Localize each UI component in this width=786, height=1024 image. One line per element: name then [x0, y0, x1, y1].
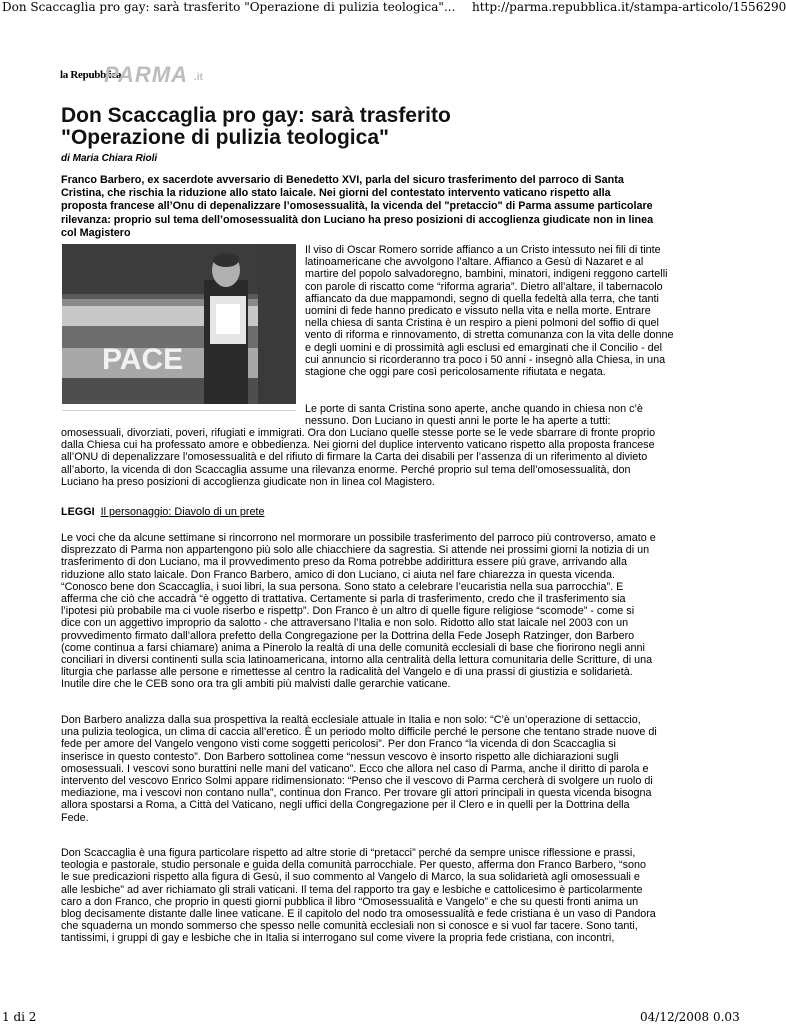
lead-line: Franco Barbero, ex sacerdote avversario di Benedetto XVI, parla del sicuro trasferimento del parroco di Santa	[61, 174, 624, 186]
text-line: intervento del vescovo Enrico Solmi appare ridimensionato: “Penso che il vescovo di Parma cercherà di svolgere un ruolo di	[61, 774, 653, 787]
logo-suffix: .it	[194, 72, 203, 83]
text-line: dice con un aggettivo improprio da salotto - che attraversano l’Italia e non solo. Ridotto allo stat laicale nel 2003 con un	[61, 617, 629, 630]
text-line: Le porte di santa Cristina sono aperte, anche quando in chiesa non c’è	[305, 403, 643, 415]
side-paragraph	[305, 244, 682, 378]
text-line: disprezzato di Parma non appartengono più solo alle chiacchiere da sagrestia. Si attende nei prossimi giorni la notizia di un	[61, 544, 650, 557]
text-line: tantissimi, i gruppi di gay e lesbiche che in Italia si interrogano sul come vivere la propria fede cristiana, con incontri,	[61, 932, 615, 945]
text-line: dalla Chiesa cui ha professato amore e obbedienza. Nei giorni del duplice intervento vaticano rispetto alla proposta francese	[61, 439, 655, 452]
print-header-title: Don Scaccaglia pro gay: sarà trasferito "Operazione di pulizia teologica"...	[2, 0, 456, 14]
text-line: martire del popolo salvadoregno, bambini, minatori, indigeni reggono cartelli	[305, 268, 668, 281]
text-line: teologia e pastorale, studio personale e guida della comunità parrocchiale. Per questo, afferma don Franco Barbero, “sono	[61, 859, 646, 872]
text-line: omosessuali. I vescovi sono burattini nelle mani del vaticano”. Ecco che allora nel caso di Parma, anche il diritto di parola e	[61, 762, 649, 775]
text-line: stagione che oggi pare così pericolosamente rifiutata e negata.	[305, 365, 606, 378]
text-line: cui annuncio si ricorderanno tra poco i 50 anni - insegnò alla Chiesa, in una	[305, 353, 666, 366]
text-line: Fede.	[61, 811, 89, 824]
paragraph-5	[61, 847, 681, 945]
text-line: una pulizia teologica, un clima di caccia all’eretico. È un periodo molto difficile perché le persone che tentano strade nuove di	[61, 726, 657, 739]
text-line: alle lesbiche” ad aver richiamato gli strali vaticani. Il tema del rapporto tra gay e lesbiche e cattolicesimo è particolarmente	[61, 883, 643, 896]
text-line: Le voci che da alcune settimane si rincorrono nel mormorare un possibile trasferimento del parroco più controverso, amato e	[61, 532, 656, 544]
text-line: nessuno. Don Luciano in questi anni le porte le ha aperte a tutti:	[305, 415, 611, 428]
text-line: nella chiesa di santa Cristina è un respiro a pieni polmoni del soffio di quel	[305, 317, 659, 330]
logo-parma: PARMA	[104, 62, 189, 87]
text-line: Don Barbero analizza dalla sua prospettiva la realtà ecclesiale attuale in Italia e non solo: “C’è un’operazione di settaccio,	[61, 714, 641, 726]
related-article-link[interactable]: Il personaggio: Diavolo di un prete	[100, 506, 265, 518]
lead-line: col Magistero	[61, 226, 131, 239]
article-photo	[62, 244, 296, 404]
photo-sign-text: PACE	[102, 343, 184, 376]
text-line: conciliari in diversi continenti sulla scia latinoamericana, intorno alla centralità della lettura comunitaria delle Scritture, di una	[61, 653, 653, 666]
text-line: latinoamericane che avvolgono l’altare. Affianco a Gesù di Nazaret e al	[305, 256, 644, 269]
lead-line: rilevanza: proprio sul tema dell’omosessualità don Luciano ha preso posizioni di accoglienza giudicate non in linea	[61, 213, 654, 226]
text-line: afferma che ciò che accadrà “è oggetto di trattativa. Certamente si parla di trasferimento, credo che il trasferimento sia	[61, 592, 626, 605]
article-title	[61, 105, 701, 149]
paragraph-2-start	[305, 403, 682, 427]
text-line: l’ipotesi più probabile ma ci vuole riserbo e rispettp”. Don Franco è un altro di quelle figure religiose “scomode” - come si	[61, 605, 635, 618]
text-line: provvedimento firmato dall’allora prefetto della Congregazione per la Dottrina della Fede Joseph Ratzinger, don Barbero	[61, 629, 635, 642]
title-line: Don Scaccaglia pro gay: sarà trasferito	[61, 104, 451, 127]
text-line: all’ONU di depenalizzare l’omosessualità e del rifiuto di firmare la Carta dei disabili per l’assenza di un riferimento al divieto	[61, 451, 648, 464]
text-line: riduzione allo stato laicale. Don Franco Barbero, amico di don Luciano, ci aiuta nel fare chiarezza in questa vicenda.	[61, 568, 615, 581]
text-line: Inutile dire che le CEB sono ora tra gli ambiti più malvisti dalle gerarchie vaticane.	[61, 678, 451, 691]
related-link-row	[61, 506, 264, 518]
photo-divider	[62, 404, 296, 411]
text-line: Il viso di Oscar Romero sorride affianco a un Cristo intessuto nei fili di tinte	[305, 244, 661, 256]
article-byline: di Maria Chiara Rioli	[61, 153, 158, 164]
text-line: fede per amore del Vangelo vengono visti come soggetti pericolosi”. Per don Franco “la vicenda di don Scaccaglia si	[61, 738, 616, 751]
title-line: "Operazione di pulizia teologica"	[61, 126, 389, 149]
text-line: liturgia che parlasse alle persone e rimettesse al centro la radicalità del Vangelo e di una prassi di giustizia e solidarietà.	[61, 666, 633, 679]
paragraph-4	[61, 714, 681, 824]
text-line: inserisce in questo contesto”. Don Barbero sottolinea come “nessun vescovo è insorto rispetto alle dichiarazioni sugli	[61, 750, 619, 763]
logo-repubblica: la Repubblica	[60, 69, 122, 81]
text-line: uomini di fede hanno predicato e vissuto nella vita e nella morte. Entrare	[305, 304, 651, 317]
text-line: “Conosco bene don Scaccaglia, i suoi libri, la sua persona. Sono stato a celebrare l’eucaristia nella sua parrocchia”. E	[61, 580, 624, 593]
photo-illustration	[62, 244, 296, 404]
print-header-url: http://parma.repubblica.it/stampa-articolo/1556290	[472, 0, 786, 14]
print-footer-datetime: 04/12/2008 0.03	[640, 1010, 740, 1024]
related-link-label: LEGGI	[61, 506, 95, 518]
repubblica-parma-logo	[60, 64, 220, 86]
paragraph-3	[61, 532, 681, 690]
article-lead	[61, 174, 686, 240]
text-line: (come continua a farsi chiamare) anima a Pinerolo la realtà di una delle comunità ecclesiali di base che fiorirono negli anni	[61, 641, 645, 654]
text-line: le sue predicazioni rispetto alla figura di Gesù, il suo commento al Vangelo di Marco, la sua solidarietà agli omosessuali e	[61, 871, 640, 884]
text-line: blog decisamente distante dalle linee vaticane. E il capitolo del nodo tra omosessualità e fede cristiana è un vaso di Pandora	[61, 907, 656, 920]
text-line: allora spostarsi a Roma, a Città del Vaticano, negli uffici della Congregazione per il Clero e in quelli per la Dottrina della	[61, 799, 630, 812]
text-line: all’aborto, la vicenda di don Scaccaglia assume una rilevanza enorme. Perché proprio sul tema dell’omosessualità, don	[61, 463, 631, 476]
text-line: che squaderna un mondo sommerso che spesso nelle comunità ecclesiali non si conosce e si vuol far tacere. Sono tanti,	[61, 920, 638, 933]
text-line: Luciano ha preso posizioni di accoglienza giudicate non in linea col Magistero.	[61, 475, 435, 488]
lead-line: Cristina, che rischia la riduzione allo stato laicale. Nei giorni del contestato intervento vaticano rispetto alla	[61, 187, 611, 200]
text-line: e degli uomini e di prossimità agli esclusi ed emarginati che il Concilio - del	[305, 341, 663, 354]
text-line: caro a don Franco, che proprio in questi giorni pubblica il libro “Omosessualità e Vangelo” e che su questi fronti anima un	[61, 895, 639, 908]
paragraph-2	[61, 427, 681, 488]
lead-line: proposta francese all’Onu di depenalizzare l’omosessualità, la vicenda del "pretaccio" di Parma assume particolare	[61, 200, 653, 213]
text-line: vento di riforma e rinnovamento, di stretta comunanza con la vita delle donne	[305, 329, 674, 342]
text-line: trasferimento di don Luciano, ma il provvedimento preso da Roma potrebbe addirittura essere più grave, arrivando alla	[61, 556, 627, 569]
text-line: Don Scaccaglia è una figura particolare rispetto ad altre storie di “pretacci” perché da sempre unisce riflessione e prassi,	[61, 847, 636, 859]
print-footer-page: 1 di 2	[2, 1010, 37, 1024]
text-line: affiancato da due mappamondi, segno di quella fedeltà alla terra, che tanti	[305, 292, 659, 305]
text-line: mediazione, ma i vescovi non contano nulla”, continua don Franco. Per trovare gli attori principali in questa vicenda bisogna	[61, 787, 652, 800]
text-line: con parole di riscatto come “riforma agraria”. Dietro all’altare, il tabernacolo	[305, 280, 663, 293]
text-line: omosessuali, divorziati, poveri, rifugiati e immigrati. Ora don Luciano quelle stesse porte se le vede sbarrare di fronte proprio	[61, 427, 656, 439]
